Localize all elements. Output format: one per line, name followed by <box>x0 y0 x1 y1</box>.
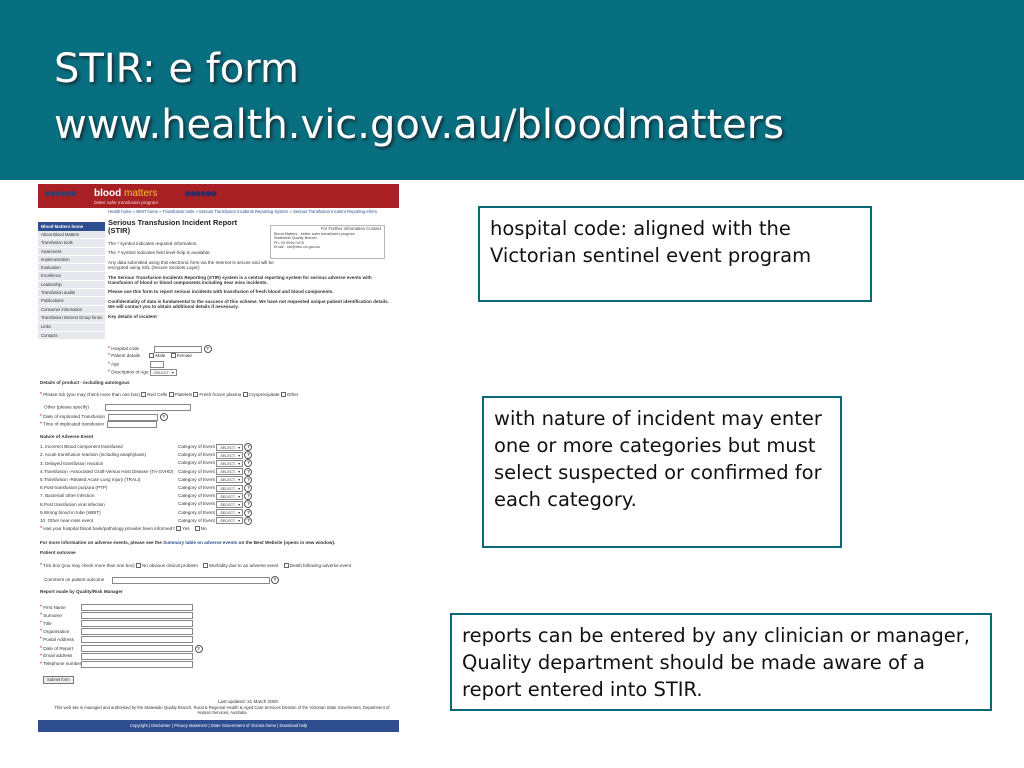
field-label: Telephone number <box>43 661 82 667</box>
adverse-event-row <box>40 468 252 476</box>
other-checkbox[interactable] <box>281 392 286 397</box>
sidebar-item-forum[interactable]: Transfusion Interest Group forum <box>38 314 105 323</box>
informed-no-radio[interactable] <box>195 526 200 531</box>
age-input[interactable] <box>150 361 164 368</box>
category-label: Category of Event <box>178 509 215 515</box>
help-icon[interactable]: ? <box>244 468 252 476</box>
submit-button[interactable]: Submit form <box>43 676 74 684</box>
adverse-event-row <box>40 492 252 500</box>
reporter-field-row: * Surname <box>40 612 193 619</box>
reporter-field-row: * First Name <box>40 604 193 611</box>
patient-details-row: * Patient details Male Female <box>108 353 192 359</box>
report-heading: Report made by Quality/Risk Manager <box>40 589 123 594</box>
callout-hospital-code: hospital code: aligned with the Victorian sentinel event program <box>478 206 872 302</box>
slide-url: www.health.vic.gov.au/bloodmatters <box>54 102 785 148</box>
logo-dots-icon: ●●●●●● <box>184 186 216 200</box>
event-label: 2. Acute transfusion reaction (including anaphylaxis) <box>40 452 146 458</box>
death-checkbox[interactable] <box>284 563 289 568</box>
category-label: Category of Event <box>178 518 215 524</box>
other-specify-row: Other (please specify) <box>44 404 191 411</box>
adverse-event-row <box>40 451 252 459</box>
outcome-heading: Patient outcome <box>40 550 76 555</box>
category-label: Category of Event <box>178 477 215 483</box>
female-radio[interactable] <box>171 353 176 358</box>
reporter-input[interactable] <box>81 645 193 652</box>
event-label: 3. Delayed transfusion reaction <box>40 460 104 466</box>
adverse-event-row <box>40 476 252 484</box>
logo: blood matters <box>94 188 158 199</box>
adverse-event-row <box>40 517 252 525</box>
category-select[interactable]: -SELECT- ▾ <box>216 444 243 451</box>
age-row: * Age <box>108 361 164 368</box>
no-problem-checkbox[interactable] <box>136 563 141 568</box>
intro-text: The Serious Transfusion Incidents Reporting (STIR) system is a central reporting system for serious adverse events with transfusion of blood or blood components including near miss incidents. <box>108 274 372 286</box>
managed-by-note: This web site is managed and authorised by the Statewide Quality Branch, Rural & Regional Health & Aged Care Services Division of the Victorian State Government, Department of Human Services, Australia <box>54 705 390 715</box>
outcome-comment-row: Comment on patient outcome ? <box>44 576 279 584</box>
category-select[interactable]: -SELECT- ▾ <box>216 476 243 483</box>
reporter-input[interactable] <box>81 636 193 643</box>
form-main <box>108 209 396 319</box>
help-icon[interactable]: ? <box>244 459 252 467</box>
event-label: 4.Transfusion -Associated Graft-Versus Host Disease (TA-GVHD) <box>40 468 174 474</box>
morbidity-checkbox[interactable] <box>203 563 208 568</box>
cryo-checkbox[interactable] <box>243 392 248 397</box>
sidebar-item-about[interactable]: About Blood Matters <box>38 231 105 239</box>
time-implicated-row: * Time of implicated transfusion <box>40 421 157 428</box>
event-label: 8.Post transfusion viral infection <box>40 501 105 507</box>
field-label: Organisation <box>43 629 70 635</box>
reporter-field-row: * Organisation <box>40 628 193 635</box>
breadcrumb[interactable]: Health home » BMIT home » Transfusion tools » Serious Transfusion Incidents Reporting System » Serious Transfusion Incident Reporting eform <box>108 209 377 214</box>
sidebar-item-tools[interactable]: Transfusion tools <box>38 239 105 247</box>
outcome-row: * Tick box (you may check more than one box) No obvious clinical problem Morbidity due to an adverse event Death following adverse event <box>40 563 352 569</box>
category-label: Category of Event <box>178 493 215 499</box>
field-label: Email address <box>43 653 73 659</box>
event-label: 1. Incorrect Blood component transfused <box>40 444 123 450</box>
field-label: Postal Address <box>43 637 74 643</box>
help-icon[interactable]: ? <box>244 509 252 517</box>
submit-row <box>43 676 74 684</box>
use-note: Please use this form to report serious incidents with transfusion of fresh blood and blood components. <box>108 289 334 295</box>
help-icon[interactable]: ? <box>244 500 252 508</box>
callout-reports: reports can be entered by any clinician or manager, Quality department should be made aware of a report entered into STIR. <box>450 613 992 711</box>
product-row: * Please tick (you may check more than one box) Red Cells Platelets Fresh frozen plasma Cryoprecipitate Other <box>40 392 299 398</box>
hospital-code-input[interactable] <box>154 346 202 353</box>
category-select[interactable]: -SELECT- ▾ <box>216 493 243 500</box>
event-label: 9.Wrong blood in tube (WBIT) <box>40 509 101 515</box>
reporter-input[interactable] <box>81 661 193 668</box>
sidebar-item-leadership[interactable]: Leadership <box>38 281 105 289</box>
field-label: Surname <box>43 612 62 618</box>
field-label: First Name <box>43 604 66 610</box>
event-label: 10. Other near-miss event <box>40 518 94 524</box>
help-note: The ? symbol indicates field level help is available. <box>108 250 211 256</box>
reporter-input[interactable] <box>81 612 193 619</box>
category-select[interactable]: -SELECT- ▾ <box>216 509 243 516</box>
category-label: Category of Event <box>178 468 215 474</box>
sidebar-item-evaluation[interactable]: Evaluation <box>38 264 105 272</box>
category-select[interactable]: -SELECT- ▾ <box>216 485 243 492</box>
last-updated: Last updated: 31 March 2009 <box>218 699 278 704</box>
male-radio[interactable] <box>149 353 154 358</box>
reporter-field-row: * Email address <box>40 653 193 660</box>
adverse-event-row <box>40 500 252 508</box>
sidebar-item-links[interactable]: Links <box>38 323 105 331</box>
hospital-code-row: * Hospital code ? <box>108 345 212 353</box>
ffp-checkbox[interactable] <box>193 392 198 397</box>
category-select[interactable]: -SELECT- ▾ <box>216 452 243 459</box>
blood-matters-banner <box>38 184 399 208</box>
reporter-input[interactable] <box>81 653 193 660</box>
stir-form-screenshot <box>38 184 399 732</box>
event-label: 7. Bacterial/ other infection <box>40 493 95 499</box>
platelets-checkbox[interactable] <box>169 392 174 397</box>
sidebar-nav <box>38 222 105 340</box>
other-specify-input[interactable] <box>105 404 191 411</box>
slide-header <box>0 0 1024 180</box>
slide-title: STIR: e form <box>54 46 299 92</box>
sidebar-item-contacts[interactable]: Contacts <box>38 332 105 340</box>
sidebar-item-consumer[interactable]: Consumer information <box>38 306 105 314</box>
help-icon[interactable]: ? <box>244 492 252 500</box>
callout-nature-incident: with nature of incident may enter one or more categories but must select suspected or confirmed for each category. <box>482 396 842 548</box>
adverse-event-row <box>40 509 252 517</box>
secure-note: Any data submitted using this electronic form via the Internet is secure and will be encrypted using SSL (Secure Sockets Layer) <box>108 259 274 271</box>
field-label: Title <box>43 620 52 626</box>
confidentiality-note: Confidentiality of data is fundamental to the success of this scheme. We have not requested unique patient identification details. We will contact you to obtain additional details if necessary. <box>108 298 389 310</box>
sidebar-item-publications[interactable]: Publications <box>38 297 105 305</box>
category-select[interactable]: -SELECT- ▾ <box>216 501 243 508</box>
reporter-input[interactable] <box>81 604 193 611</box>
logo-tagline: better safer transfusion program <box>94 200 159 205</box>
adverse-event-row <box>40 459 252 467</box>
category-select[interactable]: -SELECT- ▾ <box>216 460 243 467</box>
category-label: Category of Event <box>178 460 215 466</box>
event-label: 6.Post-transfusion purpura (PTP) <box>40 485 108 491</box>
required-note: The * symbol indicates required information. <box>108 241 198 246</box>
reporter-field-row: * Postal Address <box>40 636 193 643</box>
category-label: Category of Event <box>178 444 215 450</box>
red-cells-checkbox[interactable] <box>141 392 146 397</box>
time-implicated-input[interactable] <box>107 421 157 428</box>
reporter-field-row: * Telephone number <box>40 661 193 668</box>
field-label: Date of Report <box>43 645 74 651</box>
sidebar-item-home[interactable]: Blood Matters home <box>38 222 105 231</box>
logo-dots-icon: ●●●●●● <box>44 186 76 200</box>
reporter-field-row: * Date of Report ? <box>40 645 203 653</box>
help-icon[interactable]: ? <box>244 451 252 459</box>
help-icon[interactable]: ? <box>244 484 252 492</box>
form-title: Serious Transfusion Incident Report (STIR) <box>108 218 238 235</box>
adverse-event-row <box>40 484 252 492</box>
help-icon[interactable]: ? <box>271 576 279 584</box>
sidebar-item-implementation[interactable]: Implementation <box>38 256 105 264</box>
reporter-input[interactable] <box>81 620 193 627</box>
category-select[interactable]: -SELECT- ▾ <box>216 468 243 475</box>
help-icon[interactable]: ? <box>244 517 252 525</box>
category-label: Category of Event <box>178 485 215 491</box>
help-icon[interactable]: ? <box>244 476 252 484</box>
category-label: Category of Event <box>178 501 215 507</box>
more-info-row: For more information on adverse events, please see the Summary table on adverse events on the Best Website (opens in new window). <box>40 540 336 545</box>
adverse-event-row <box>40 443 252 451</box>
age-description-select[interactable]: -SELECT- ▾ <box>150 369 177 376</box>
summary-table-link[interactable]: Summary table on adverse events <box>163 540 238 545</box>
informed-row: * Has your hospital blood bank/pathology provider been informed? Yes No <box>40 526 207 532</box>
help-icon[interactable]: ? <box>244 443 252 451</box>
sidebar-item-excellence[interactable]: Excellence <box>38 272 105 280</box>
informed-yes-radio[interactable] <box>176 526 181 531</box>
category-select[interactable]: -SELECT- ▾ <box>216 517 243 524</box>
reporter-input[interactable] <box>81 628 193 635</box>
age-description-row: * Description of Age -SELECT- ▾ <box>108 369 177 376</box>
footer-links[interactable]: Copyright | Disclaimer | Privacy statement | State Government of Victoria home | Download help <box>38 720 399 732</box>
reporter-field-row: * Title <box>40 620 193 627</box>
help-icon[interactable]: ? <box>195 645 203 653</box>
sidebar-item-audits[interactable]: Transfusion audits <box>38 289 105 297</box>
outcome-comment-input[interactable] <box>112 577 270 584</box>
date-implicated-row: * Date of implicated Transfusion ? <box>40 413 168 421</box>
date-implicated-input[interactable] <box>108 414 158 421</box>
contact-info-box: For Further Information Contact Blood Matters - better safer transfusion program Statewide Quality Branch Ph: 03 9096 0476 Email - stir@dhs.vic.gov.au <box>270 225 385 259</box>
help-icon[interactable]: ? <box>160 413 168 421</box>
help-icon[interactable]: ? <box>204 345 212 353</box>
key-details-heading: Key details of incident <box>108 313 157 319</box>
nature-heading: Nature of Adverse Event <box>40 434 94 439</box>
product-heading: Details of product - including autologous <box>40 380 130 385</box>
category-label: Category of Event <box>178 452 215 458</box>
sidebar-item-awareness[interactable]: Awareness <box>38 248 105 256</box>
event-label: 5.Transfusion -Related Acute Lung Injury (TRALI) <box>40 477 141 483</box>
